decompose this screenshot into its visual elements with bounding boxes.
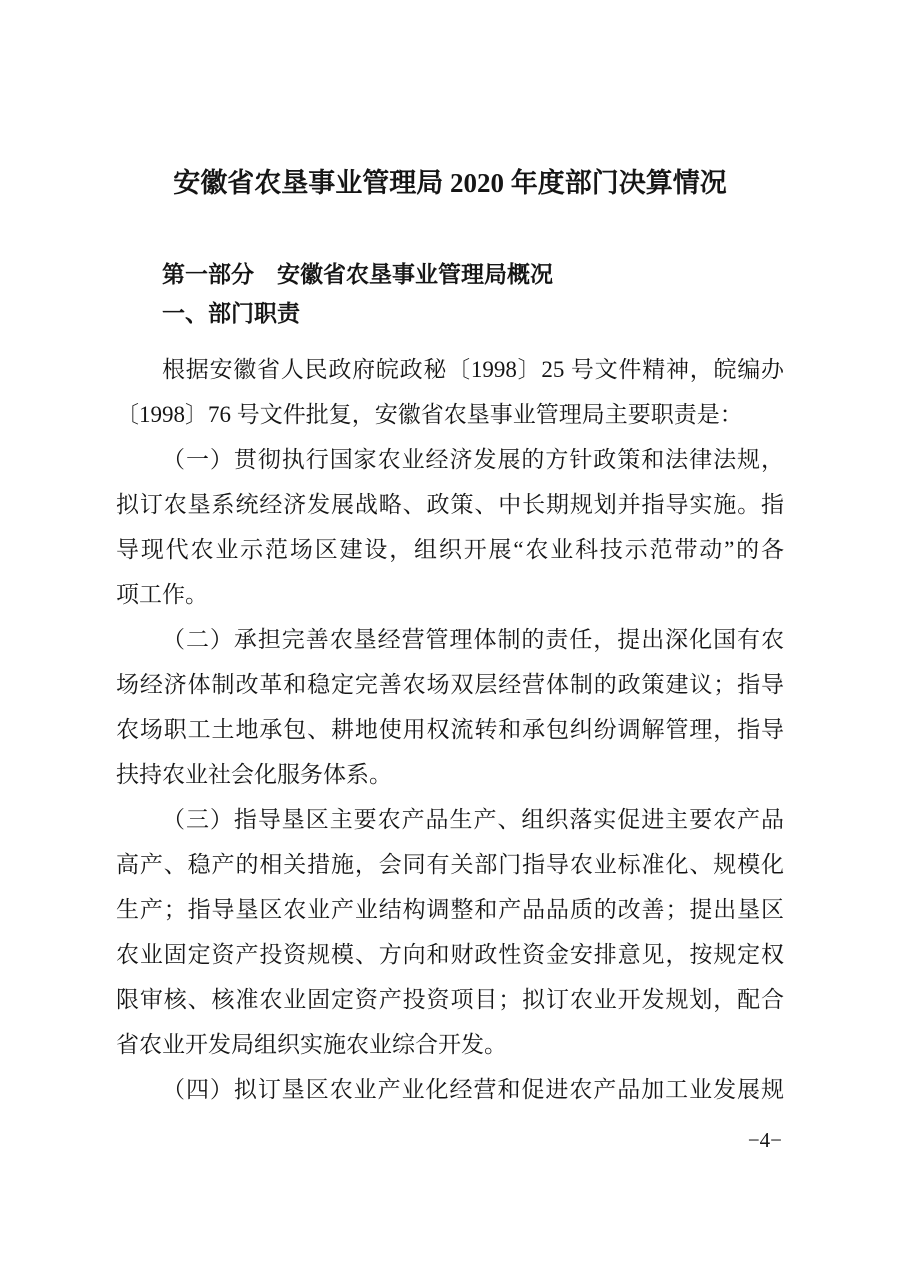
paragraph-line: 根据安徽省人民政府皖政秘〔1998〕25 号文件精神，皖编办 [162, 357, 784, 382]
paragraph-line: 〔1998〕76 号文件批复，安徽省农垦事业管理局主要职责是： [116, 402, 743, 427]
paragraph-line: 农场职工土地承包、耕地使用权流转和承包纠纷调解管理，指导 [116, 717, 784, 742]
paragraph-line: 导现代农业示范场区建设，组织开展“农业科技示范带动”的各 [116, 537, 784, 562]
subsection-heading: 一、部门职责 [162, 300, 300, 326]
paragraph-line: 农业固定资产投资规模、方向和财政性资金安排意见，按规定权 [116, 942, 784, 967]
paragraph-line: 生产；指导垦区农业产业结构调整和产品品质的改善；提出垦区 [116, 897, 784, 922]
paragraph-line: 拟订农垦系统经济发展战略、政策、中长期规划并指导实施。指 [116, 492, 784, 517]
page-number: −4− [747, 1128, 782, 1152]
paragraph-line: （四）拟订垦区农业产业化经营和促进农产品加工业发展规 [162, 1077, 784, 1102]
paragraph-line: （一）贯彻执行国家农业经济发展的方针政策和法律法规， [162, 447, 784, 472]
paragraph-line: （二）承担完善农垦经营管理体制的责任，提出深化国有农 [162, 627, 784, 652]
section-heading: 第一部分 安徽省农垦事业管理局概况 [162, 261, 553, 287]
paragraph-line: 高产、稳产的相关措施，会同有关部门指导农业标准化、规模化 [116, 852, 784, 877]
paragraph-line: 场经济体制改革和稳定完善农场双层经营体制的政策建议；指导 [116, 672, 784, 697]
document-title: 安徽省农垦事业管理局 2020 年度部门决算情况 [173, 168, 727, 198]
document-body [116, 347, 784, 1112]
paragraph-line: 限审核、核准农业固定资产投资项目；拟订农业开发规划，配合 [116, 987, 784, 1012]
paragraph-line: （三）指导垦区主要农产品生产、组织落实促进主要农产品 [162, 807, 784, 832]
paragraph-line: 扶持农业社会化服务体系。 [116, 762, 392, 787]
paragraph-line: 省农业开发局组织实施农业综合开发。 [116, 1032, 507, 1057]
paragraph-line: 项工作。 [116, 582, 208, 607]
